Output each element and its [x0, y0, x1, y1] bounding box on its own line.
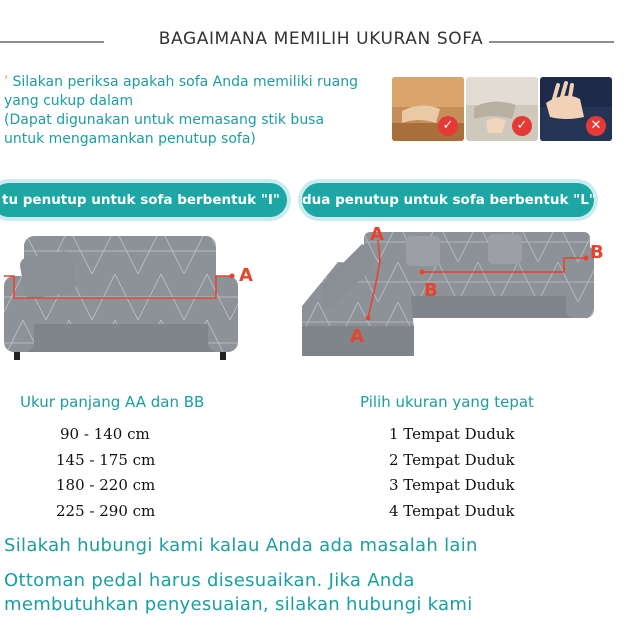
marker-a-top: A [370, 224, 384, 245]
photo-cushion-gap-ok [392, 77, 464, 141]
sofa-leg [220, 352, 226, 360]
page-title: BAGAIMANA MEMILIH UKURAN SOFA [0, 29, 642, 49]
sofa-back [364, 232, 590, 270]
sofa-pillow [488, 234, 522, 264]
measure-dot [230, 274, 235, 279]
intro-line: yang cukup dalam [4, 93, 134, 109]
seats-cell: 3 Tempat Duduk [389, 476, 515, 494]
l-shape-sofa-illustration [298, 222, 618, 372]
sofa-leg [14, 352, 20, 360]
sofa-pillow [19, 250, 78, 300]
length-cell: 145 - 175 cm [56, 451, 156, 469]
photo-cushion-push-ok [466, 77, 538, 141]
seats-cell: 4 Tempat Duduk [389, 502, 515, 520]
measure-dot [420, 270, 425, 275]
length-cell: 180 - 220 cm [56, 476, 156, 494]
photo-shallow-gap-bad [540, 77, 612, 141]
intro-note [4, 73, 389, 149]
length-cell: 225 - 290 cm [56, 502, 156, 520]
ottoman-note-line2: membutuhkan penyesuaian, silakan hubungi kami [4, 594, 473, 615]
sofa-pillow [406, 236, 440, 266]
contact-note: Silakah hubungi kami kalau Anda ada masalah lain [4, 535, 478, 556]
sofa-arm-right [208, 276, 238, 352]
i-shape-pill [0, 183, 287, 217]
marker-b-right: B [590, 242, 604, 263]
intro-line: Silakan periksa apakah sofa Anda memiliki ruang [12, 74, 359, 90]
intro-line: (Dapat digunakan untuk memasang stik busa [4, 112, 325, 128]
seats-column-header: Pilih ukuran yang tepat [360, 393, 534, 411]
l-shape-pill [302, 183, 594, 217]
ottoman-note-line1: Ottoman pedal harus disesuaikan. Jika Anda [4, 570, 415, 591]
sofa-skirt [14, 324, 226, 352]
length-cell: 90 - 140 cm [60, 425, 150, 443]
length-column-header: Ukur panjang AA dan BB [20, 393, 205, 411]
seats-cell: 2 Tempat Duduk [389, 451, 515, 469]
measure-dot [584, 256, 589, 261]
l-shape-pill-label: dua penutup untuk sofa berbentuk "L" [302, 192, 596, 208]
seats-cell: 1 Tempat Duduk [389, 425, 515, 443]
check-badge-icon: ✓ [438, 116, 458, 136]
marker-a-bottom: A [350, 326, 364, 347]
intro-line: untuk mengamankan penutup sofa) [4, 131, 256, 147]
check-badge-icon: ✓ [512, 116, 532, 136]
i-shape-pill-label: tu penutup untuk sofa berbentuk "I" [2, 192, 280, 208]
marker-b-center: B [424, 280, 438, 301]
measure-dot [366, 316, 371, 321]
marker-a: A [239, 265, 253, 286]
note-mark-icon: ’ [4, 74, 9, 90]
cross-badge-icon: ✕ [586, 116, 606, 136]
i-shape-sofa-illustration [0, 228, 270, 368]
